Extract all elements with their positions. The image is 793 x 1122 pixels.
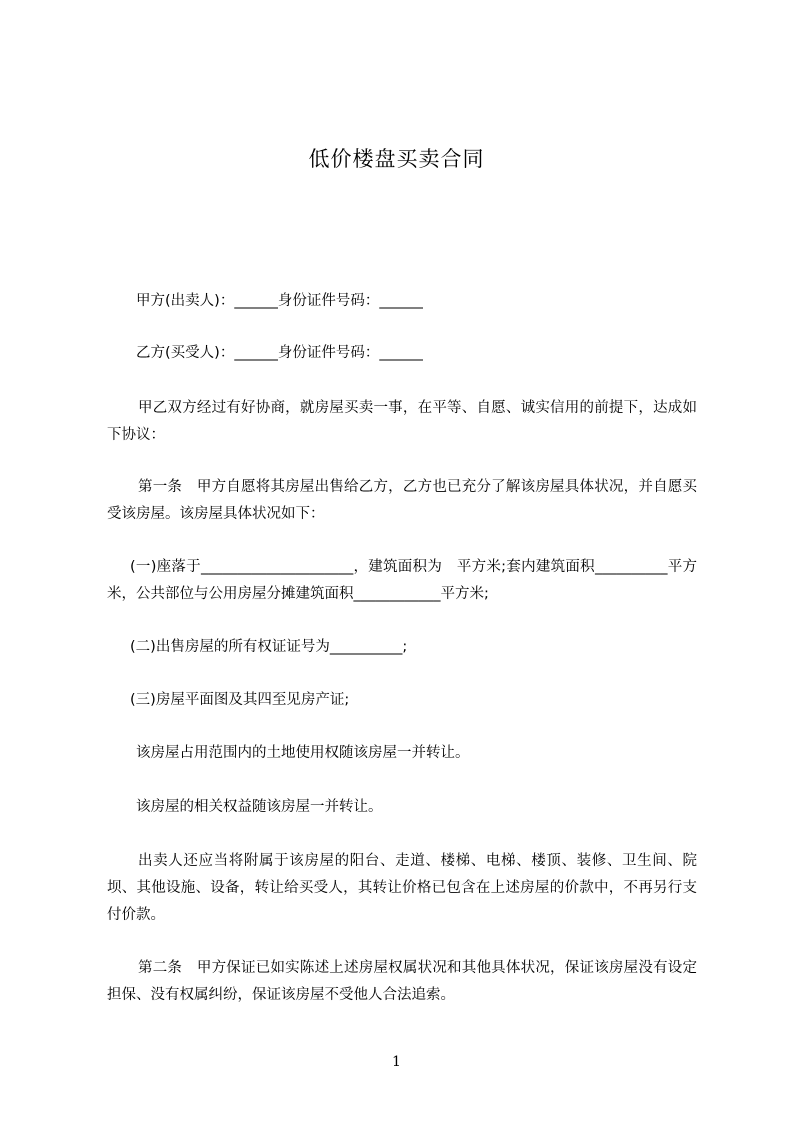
item-3-line: (三)房屋平面图及其四至见房产证; xyxy=(130,692,350,708)
party-a-line: 甲方(出卖人)：______身份证件号码：______ xyxy=(136,293,423,309)
item-2-line: (二)出售房屋的所有权证证号为__________; xyxy=(130,639,408,655)
rights-line: 该房屋的相关权益随该房屋一并转让。 xyxy=(136,799,383,815)
intro-paragraph: 甲乙双方经过有好协商，就房屋买卖一事，在平等、自愿、诚实信用的前提下，达成如下协议： xyxy=(107,400,697,443)
item-1-paragraph: (一)座落于_____________________，建筑面积为 平方米;套内建筑面积__________平方米，公共部位与公用房屋分摊建筑面积____________平方米; xyxy=(107,559,697,602)
land-use-line: 该房屋占用范围内的土地使用权随该房屋一并转让。 xyxy=(136,745,470,761)
document-title: 低价楼盘买卖合同 xyxy=(308,147,485,171)
page-number: 1 xyxy=(392,1054,401,1070)
attachments-paragraph: 出卖人还应当将附属于该房屋的阳台、走道、楼梯、电梯、楼顶、装修、卫生间、院坝、其他设施、设备，转让给买受人，其转让价格已包含在上述房屋的价款中，不再另行支付价款。 xyxy=(107,853,697,923)
article-2-paragraph: 第二条 甲方保证已如实陈述上述房屋权属状况和其他具体状况，保证该房屋没有设定担保、没有权属纠纷，保证该房屋不受他人合法追索。 xyxy=(107,960,697,1003)
article-1-paragraph: 第一条 甲方自愿将其房屋出售给乙方，乙方也已充分了解该房屋具体状况，并自愿买受该房屋。该房屋具体状况如下： xyxy=(107,479,697,522)
party-b-line: 乙方(买受人)：______身份证件号码：______ xyxy=(136,345,423,361)
